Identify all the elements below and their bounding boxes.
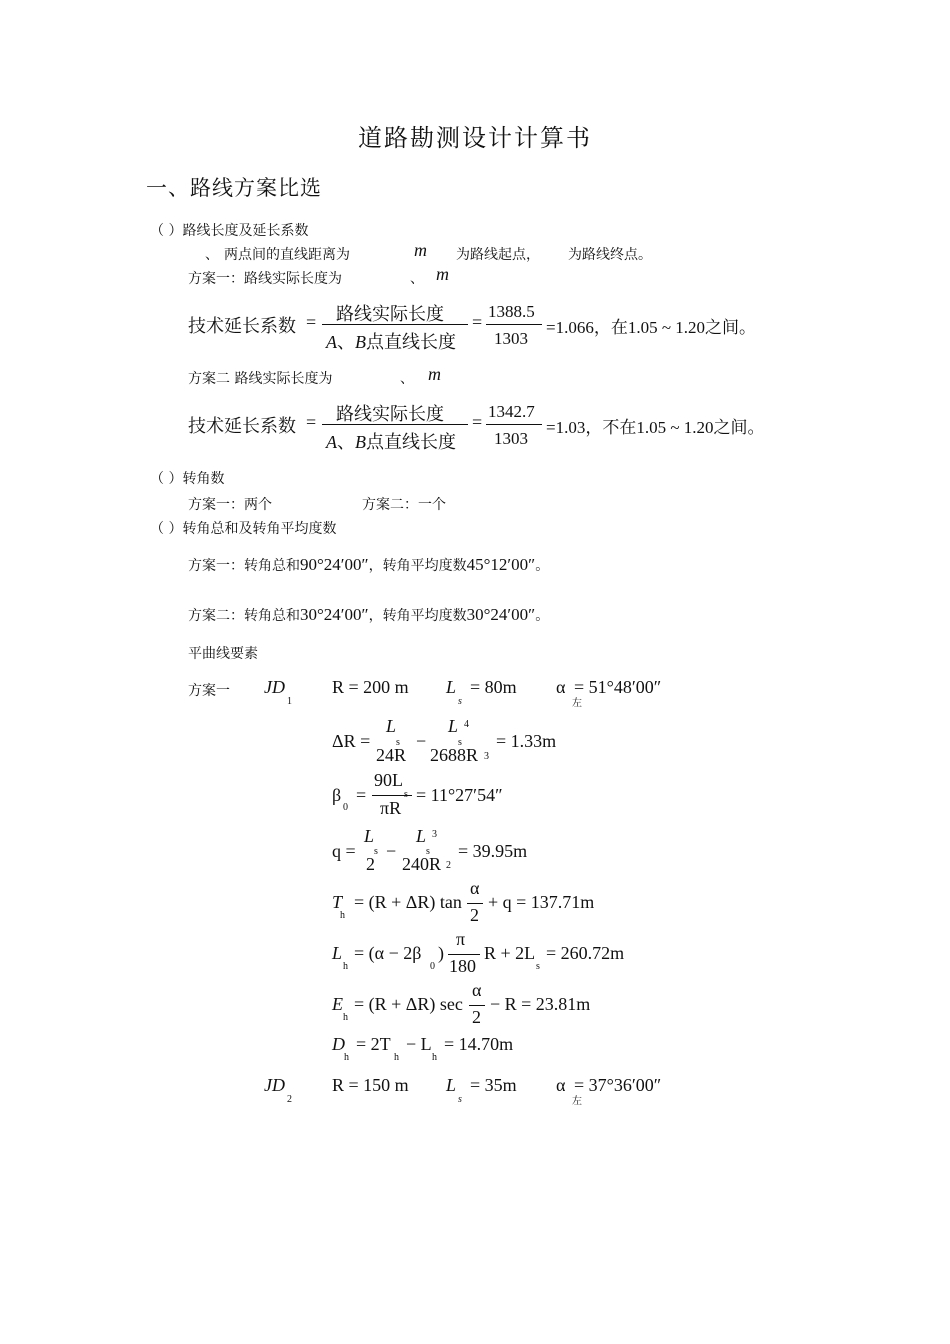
eq2-den-rest: 点直线长度: [366, 432, 456, 452]
lh-lhs: L: [332, 943, 343, 963]
plan1-avg-label: ，转角平均度数: [368, 558, 467, 574]
lh-rest: R + 2L: [484, 943, 536, 963]
plan2-length-sep: 、: [400, 371, 414, 387]
plan1-sum-value: 90°24′00″: [300, 555, 369, 574]
dr-value: = 1.33m: [496, 731, 557, 751]
jd1-sub: 1: [287, 696, 292, 707]
eq1-denominator: [326, 328, 456, 354]
lh-num: π: [456, 929, 466, 949]
jd2-sub: 2: [287, 1094, 292, 1105]
dh-value: = 14.70m: [444, 1034, 514, 1054]
text-end-point: 为路线终点。: [568, 247, 652, 263]
eq1-den-rest: 点直线长度: [366, 332, 456, 352]
beta-equals: =: [356, 785, 367, 805]
eh-mid: = (R + ΔR) sec: [354, 994, 463, 1014]
th-lhs: T: [332, 892, 343, 912]
eq2-lhs: 技术延长系数: [188, 416, 296, 436]
eq1-result: =1.066，在1.05 ~ 1.20之间。: [546, 318, 757, 337]
eq2-equals-2: =: [472, 412, 483, 432]
beta-den: πR: [380, 798, 402, 818]
q-n2: L: [416, 826, 427, 846]
subsection-heading-curve-elements: 平曲线要素: [188, 646, 258, 662]
q-lhs: q =: [332, 841, 356, 861]
eh-sub: h: [343, 1012, 348, 1023]
jd2-ls: L: [446, 1075, 457, 1095]
jd2-label: JD: [264, 1075, 285, 1095]
eq2-equals: =: [306, 412, 317, 432]
eq1-numerator: 路线实际长度: [336, 304, 444, 324]
eq1-den-sep: 、: [337, 332, 355, 352]
jd1-alpha-sub: 左: [572, 698, 582, 709]
jd1-radius: R = 200 m: [332, 677, 409, 697]
q-value: = 39.95m: [458, 841, 528, 861]
plan1-length-unit: m: [436, 264, 449, 284]
plan1-angle-sum-line: [188, 555, 549, 575]
q-d2-sup: 2: [446, 860, 451, 871]
lh-mid-sub: 0: [430, 961, 435, 972]
lh-value: = 260.72m: [546, 943, 625, 963]
lh-den: 180: [449, 956, 476, 976]
dh-lhs: D: [332, 1034, 345, 1054]
dr-d1: 24R: [376, 745, 407, 765]
q-d2: 240R: [402, 854, 442, 874]
beta-value: = 11°27′54″: [416, 785, 503, 805]
q-d1: 2: [366, 854, 375, 874]
dr-d2-sup: 3: [484, 751, 489, 762]
eq1-den-a: A: [326, 332, 337, 352]
plan2-angle-sum-line: [188, 605, 549, 625]
jd1-ls: L: [446, 677, 457, 697]
dr-n2: L: [448, 716, 459, 736]
plan1-end: 。: [535, 558, 550, 574]
eq2-den-a: A: [326, 432, 337, 452]
th-den: 2: [470, 905, 479, 925]
jd1-ls-value: = 80m: [470, 677, 517, 697]
dr-n1: L: [386, 716, 397, 736]
dr-lhs: ΔR =: [332, 731, 371, 751]
eq1-fraction-bar: [322, 324, 468, 325]
eq1-lhs: 技术延长系数: [188, 316, 296, 336]
plan2-avg-value: 30°24′00″: [466, 605, 536, 624]
jd2-ls-value: = 35m: [470, 1075, 517, 1095]
plan2-sum-value: 30°24′00″: [300, 605, 369, 624]
dh-eq: = 2T: [356, 1034, 391, 1054]
beta-lhs: β: [332, 785, 342, 805]
text-sep: 、: [205, 247, 219, 263]
dr-n2-sub: s: [458, 737, 462, 748]
eh-lhs: E: [332, 994, 343, 1014]
plan1-avg-value: 45°12′00″: [466, 555, 536, 574]
lh-mid: = (α − 2β: [354, 943, 422, 963]
plan2-sum-label: 方案二：转角总和: [188, 608, 300, 624]
eq1-equals: =: [306, 312, 317, 332]
jd1-label: JD: [264, 677, 285, 697]
th-num: α: [470, 878, 480, 898]
eq2-num-value: 1342.7: [488, 402, 535, 421]
jd2-ls-sub: s: [458, 1094, 462, 1105]
plan1-sum-label: 方案一：转角总和: [188, 558, 300, 574]
eh-den: 2: [472, 1007, 481, 1027]
eq2-denominator: [326, 428, 456, 454]
beta-sub: 0: [343, 802, 348, 813]
eq2-den-value: 1303: [494, 429, 528, 448]
dh-minus: − L: [406, 1034, 432, 1054]
plan2-end: 。: [535, 608, 550, 624]
dr-n2-sup: 4: [464, 719, 469, 730]
document-title: 道路勘测设计计算书: [358, 124, 592, 152]
dr-n1-sub: s: [396, 737, 400, 748]
eh-value: − R = 23.81m: [490, 994, 591, 1014]
lh-mid-close: ): [438, 943, 444, 963]
eq2-numerator: 路线实际长度: [336, 404, 444, 424]
subsection-heading-angle-count: （ ）转角数: [150, 471, 225, 487]
th-fraction-bar: [467, 903, 483, 904]
plan1-length-sep: 、: [410, 271, 424, 287]
dr-minus: −: [416, 731, 427, 751]
th-sub: h: [340, 910, 345, 921]
eq1-fraction-bar-2: [486, 324, 542, 325]
th-value: + q = 137.71m: [488, 892, 595, 912]
jd2-alpha-sub: 左: [572, 1096, 582, 1107]
text-distance-label: 两点间的直线距离为: [224, 247, 350, 263]
eq1-den-value: 1303: [494, 329, 528, 348]
eq1-den-b: B: [355, 332, 366, 352]
eq2-den-sep: 、: [337, 432, 355, 452]
section-heading-route-comparison: 一、路线方案比选: [146, 176, 322, 200]
plan1-curve-label: 方案一: [188, 683, 230, 699]
plan2-angle-count: 方案二：一个: [362, 497, 446, 513]
lh-fraction-bar: [448, 954, 480, 955]
text-start-point: 为路线起点，: [456, 247, 540, 263]
beta-num: 90L: [374, 770, 403, 790]
jd2-radius: R = 150 m: [332, 1075, 409, 1095]
q-n2-sub: s: [426, 846, 430, 857]
lh-rest-sub: s: [536, 961, 540, 972]
eq2-den-b: B: [355, 432, 366, 452]
plan1-angle-count: 方案一：两个: [188, 497, 272, 513]
th-mid: = (R + ΔR) tan: [354, 892, 462, 912]
dh-t-sub: h: [394, 1052, 399, 1063]
lh-sub: h: [343, 961, 348, 972]
eq2-fraction-bar: [322, 424, 468, 425]
plan2-avg-label: ，转角平均度数: [368, 608, 467, 624]
q-minus: −: [386, 841, 397, 861]
dr-d2: 2688R: [430, 745, 479, 765]
jd2-alpha: α: [556, 1075, 566, 1095]
q-n1-sub: s: [374, 846, 378, 857]
eh-num: α: [472, 980, 482, 1000]
plan2-length-unit: m: [428, 364, 441, 384]
unit-m: m: [414, 240, 427, 260]
eq1-equals-2: =: [472, 312, 483, 332]
jd1-alpha-value: = 51°48′00″: [574, 677, 662, 697]
jd2-alpha-value: = 37°36′00″: [574, 1075, 662, 1095]
q-n1: L: [364, 826, 375, 846]
subsection-heading-angle-sum: （ ）转角总和及转角平均度数: [150, 521, 337, 537]
subsection-heading-length: （ ）路线长度及延长系数: [150, 223, 309, 239]
beta-fraction-bar: [372, 795, 412, 796]
plan1-length-label: 方案一：路线实际长度为: [188, 271, 342, 287]
q-n2-sup: 3: [432, 829, 437, 840]
jd1-ls-sub: s: [458, 696, 462, 707]
eq1-num-value: 1388.5: [488, 302, 535, 321]
plan2-length-label: 方案二 路线实际长度为: [188, 371, 333, 387]
eq2-fraction-bar-2: [486, 424, 542, 425]
dh-sub: h: [344, 1052, 349, 1063]
eq2-result: =1.03，不在1.05 ~ 1.20之间。: [546, 418, 765, 437]
jd1-alpha: α: [556, 677, 566, 697]
dh-l-sub: h: [432, 1052, 437, 1063]
eh-fraction-bar: [469, 1005, 485, 1006]
